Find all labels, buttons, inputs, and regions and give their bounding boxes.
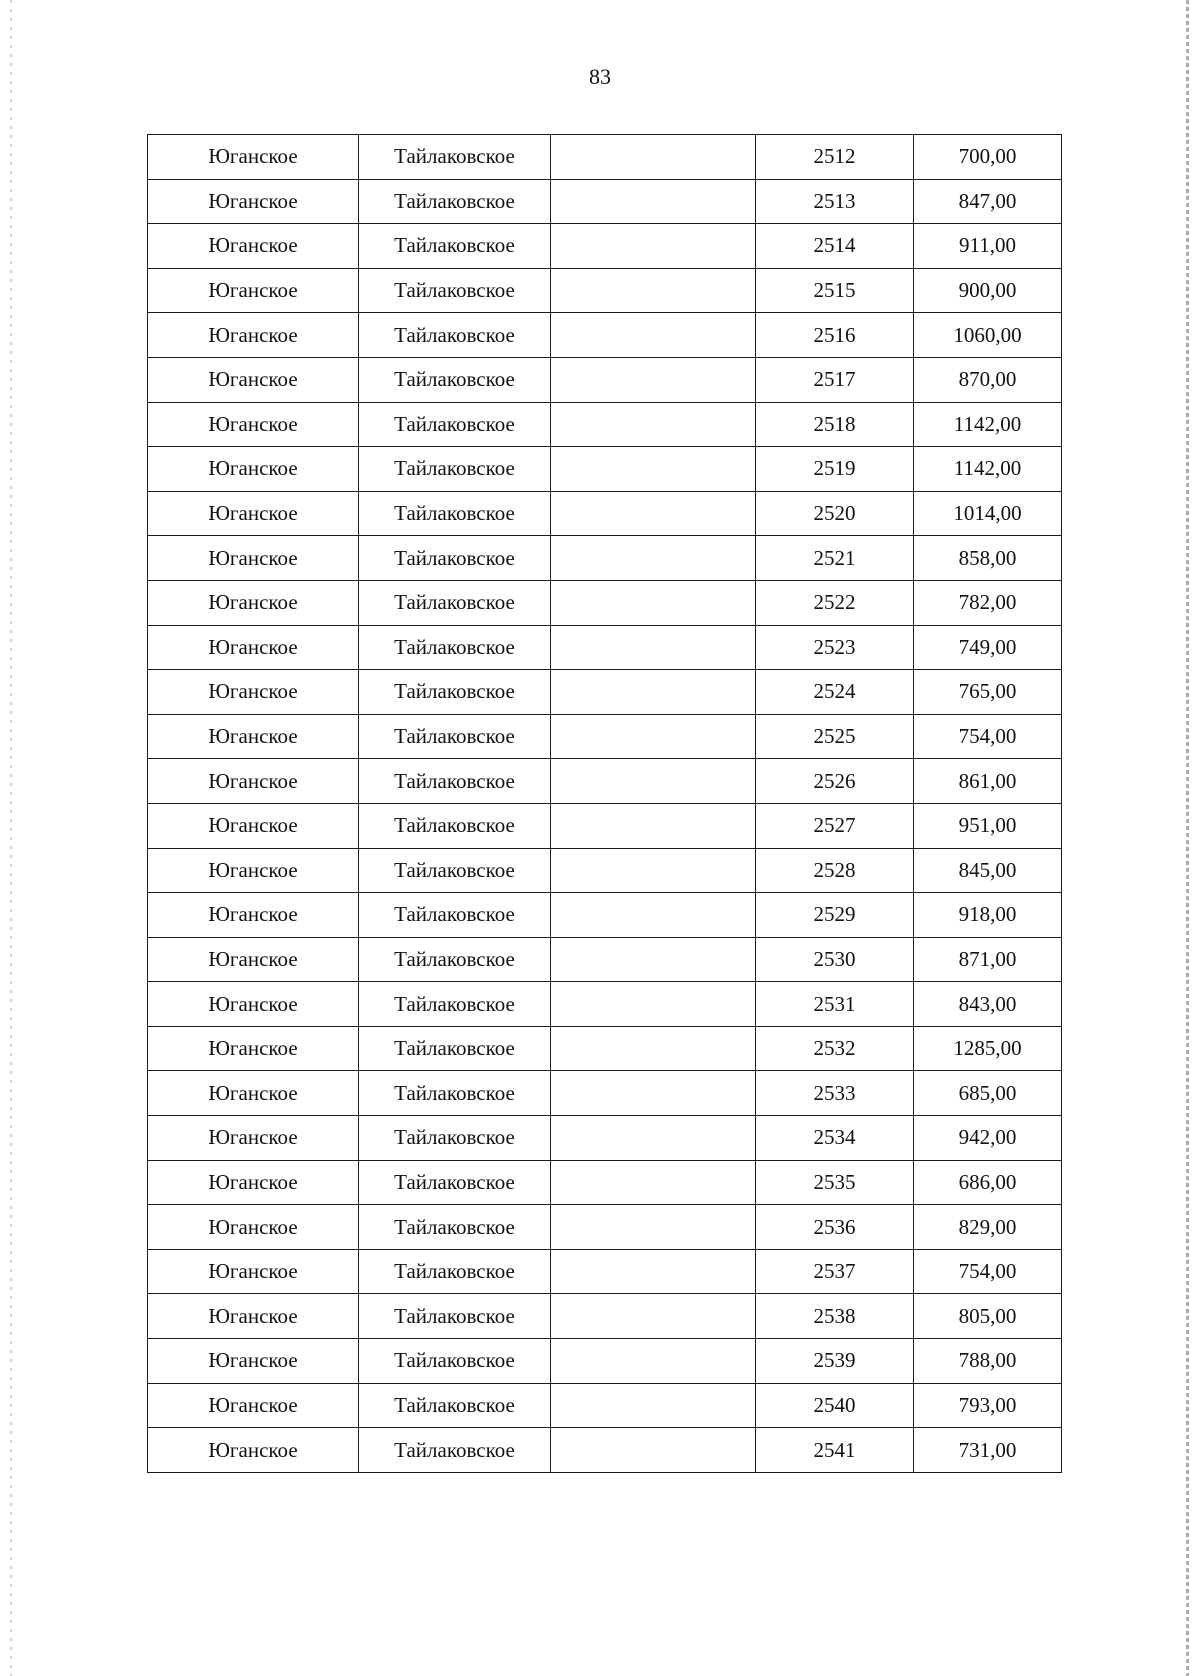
blank-cell [551,670,756,715]
value-cell: 847,00 [914,179,1062,224]
value-cell: 843,00 [914,982,1062,1027]
field-cell: Тайлаковское [359,1026,551,1071]
field-cell: Тайлаковское [359,759,551,804]
field-cell: Тайлаковское [359,982,551,1027]
table-row [148,893,1062,938]
value-cell: 686,00 [914,1160,1062,1205]
table-row [148,1249,1062,1294]
region-cell: Юганское [148,1160,359,1205]
table-row [148,402,1062,447]
number-cell: 2522 [756,580,914,625]
field-cell: Тайлаковское [359,937,551,982]
blank-cell [551,848,756,893]
table-row [148,848,1062,893]
value-cell: 871,00 [914,937,1062,982]
number-cell: 2530 [756,937,914,982]
number-cell: 2514 [756,224,914,269]
value-cell: 1014,00 [914,491,1062,536]
field-cell: Тайлаковское [359,803,551,848]
value-cell: 700,00 [914,135,1062,180]
table-row [148,1428,1062,1473]
blank-cell [551,893,756,938]
number-cell: 2512 [756,135,914,180]
blank-cell [551,759,756,804]
region-cell: Юганское [148,357,359,402]
field-cell: Тайлаковское [359,1383,551,1428]
value-cell: 1142,00 [914,447,1062,492]
number-cell: 2525 [756,714,914,759]
blank-cell [551,937,756,982]
number-cell: 2534 [756,1116,914,1161]
region-cell: Юганское [148,313,359,358]
number-cell: 2541 [756,1428,914,1473]
blank-cell [551,1294,756,1339]
blank-cell [551,625,756,670]
number-cell: 2523 [756,625,914,670]
table-row [148,670,1062,715]
region-cell: Юганское [148,491,359,536]
blank-cell [551,179,756,224]
field-cell: Тайлаковское [359,491,551,536]
table-row [148,1116,1062,1161]
region-cell: Юганское [148,1339,359,1384]
table-row [148,1294,1062,1339]
region-cell: Юганское [148,848,359,893]
number-cell: 2519 [756,447,914,492]
table-row [148,1160,1062,1205]
value-cell: 805,00 [914,1294,1062,1339]
value-cell: 942,00 [914,1116,1062,1161]
value-cell: 1142,00 [914,402,1062,447]
table-row [148,1071,1062,1116]
blank-cell [551,491,756,536]
region-cell: Юганское [148,536,359,581]
region-cell: Юганское [148,937,359,982]
region-cell: Юганское [148,714,359,759]
table-body [148,135,1062,1473]
region-cell: Юганское [148,447,359,492]
number-cell: 2533 [756,1071,914,1116]
blank-cell [551,224,756,269]
table-row [148,580,1062,625]
value-cell: 1060,00 [914,313,1062,358]
blank-cell [551,1383,756,1428]
blank-cell [551,1205,756,1250]
blank-cell [551,803,756,848]
number-cell: 2524 [756,670,914,715]
field-cell: Тайлаковское [359,1071,551,1116]
table-row [148,1205,1062,1250]
value-cell: 793,00 [914,1383,1062,1428]
value-cell: 782,00 [914,580,1062,625]
table-row [148,759,1062,804]
region-cell: Юганское [148,402,359,447]
region-cell: Юганское [148,982,359,1027]
field-cell: Тайлаковское [359,1116,551,1161]
blank-cell [551,714,756,759]
field-cell: Тайлаковское [359,179,551,224]
number-cell: 2526 [756,759,914,804]
number-cell: 2540 [756,1383,914,1428]
region-cell: Юганское [148,1205,359,1250]
field-cell: Тайлаковское [359,268,551,313]
value-cell: 845,00 [914,848,1062,893]
field-cell: Тайлаковское [359,536,551,581]
value-cell: 754,00 [914,714,1062,759]
value-cell: 918,00 [914,893,1062,938]
blank-cell [551,268,756,313]
number-cell: 2521 [756,536,914,581]
number-cell: 2537 [756,1249,914,1294]
page-number: 83 [589,64,611,89]
value-cell: 1285,00 [914,1026,1062,1071]
region-cell: Юганское [148,625,359,670]
field-cell: Тайлаковское [359,1428,551,1473]
region-cell: Юганское [148,1071,359,1116]
region-cell: Юганское [148,670,359,715]
number-cell: 2536 [756,1205,914,1250]
field-cell: Тайлаковское [359,224,551,269]
table-row [148,625,1062,670]
blank-cell [551,1339,756,1384]
table-row [148,1026,1062,1071]
blank-cell [551,135,756,180]
blank-cell [551,357,756,402]
blank-cell [551,1116,756,1161]
field-cell: Тайлаковское [359,1160,551,1205]
value-cell: 858,00 [914,536,1062,581]
table-row [148,1339,1062,1384]
field-cell: Тайлаковское [359,625,551,670]
blank-cell [551,1160,756,1205]
table-row [148,447,1062,492]
number-cell: 2539 [756,1339,914,1384]
value-cell: 861,00 [914,759,1062,804]
field-cell: Тайлаковское [359,893,551,938]
value-cell: 788,00 [914,1339,1062,1384]
scan-edge-left [10,0,12,1676]
number-cell: 2531 [756,982,914,1027]
number-cell: 2513 [756,179,914,224]
region-cell: Юганское [148,1026,359,1071]
region-cell: Юганское [148,135,359,180]
value-cell: 951,00 [914,803,1062,848]
blank-cell [551,1071,756,1116]
table-row [148,179,1062,224]
field-cell: Тайлаковское [359,714,551,759]
blank-cell [551,536,756,581]
region-cell: Юганское [148,1116,359,1161]
scan-edge-right [1186,0,1189,1676]
value-cell: 685,00 [914,1071,1062,1116]
region-cell: Юганское [148,1294,359,1339]
region-cell: Юганское [148,580,359,625]
table-row [148,982,1062,1027]
region-cell: Юганское [148,803,359,848]
value-cell: 749,00 [914,625,1062,670]
number-cell: 2528 [756,848,914,893]
value-cell: 765,00 [914,670,1062,715]
number-cell: 2517 [756,357,914,402]
blank-cell [551,447,756,492]
table-row [148,536,1062,581]
field-cell: Тайлаковское [359,848,551,893]
field-cell: Тайлаковское [359,135,551,180]
blank-cell [551,580,756,625]
field-cell: Тайлаковское [359,402,551,447]
region-cell: Юганское [148,1428,359,1473]
number-cell: 2516 [756,313,914,358]
value-cell: 754,00 [914,1249,1062,1294]
region-cell: Юганское [148,893,359,938]
region-cell: Юганское [148,179,359,224]
data-table [147,134,1062,1473]
region-cell: Юганское [148,759,359,804]
number-cell: 2527 [756,803,914,848]
number-cell: 2515 [756,268,914,313]
number-cell: 2538 [756,1294,914,1339]
value-cell: 870,00 [914,357,1062,402]
value-cell: 731,00 [914,1428,1062,1473]
table-row [148,1383,1062,1428]
blank-cell [551,1026,756,1071]
table-row [148,313,1062,358]
blank-cell [551,1249,756,1294]
table-row [148,491,1062,536]
table-row [148,803,1062,848]
region-cell: Юганское [148,1249,359,1294]
blank-cell [551,313,756,358]
field-cell: Тайлаковское [359,1339,551,1384]
blank-cell [551,402,756,447]
number-cell: 2529 [756,893,914,938]
field-cell: Тайлаковское [359,1294,551,1339]
number-cell: 2518 [756,402,914,447]
field-cell: Тайлаковское [359,313,551,358]
number-cell: 2535 [756,1160,914,1205]
field-cell: Тайлаковское [359,1249,551,1294]
number-cell: 2532 [756,1026,914,1071]
table-row [148,224,1062,269]
value-cell: 829,00 [914,1205,1062,1250]
field-cell: Тайлаковское [359,447,551,492]
blank-cell [551,982,756,1027]
blank-cell [551,1428,756,1473]
region-cell: Юганское [148,224,359,269]
field-cell: Тайлаковское [359,1205,551,1250]
table-row [148,937,1062,982]
number-cell: 2520 [756,491,914,536]
table-row [148,268,1062,313]
region-cell: Юганское [148,1383,359,1428]
value-cell: 911,00 [914,224,1062,269]
field-cell: Тайлаковское [359,580,551,625]
table-row [148,714,1062,759]
value-cell: 900,00 [914,268,1062,313]
field-cell: Тайлаковское [359,357,551,402]
table-row [148,357,1062,402]
field-cell: Тайлаковское [359,670,551,715]
table-row [148,135,1062,180]
region-cell: Юганское [148,268,359,313]
